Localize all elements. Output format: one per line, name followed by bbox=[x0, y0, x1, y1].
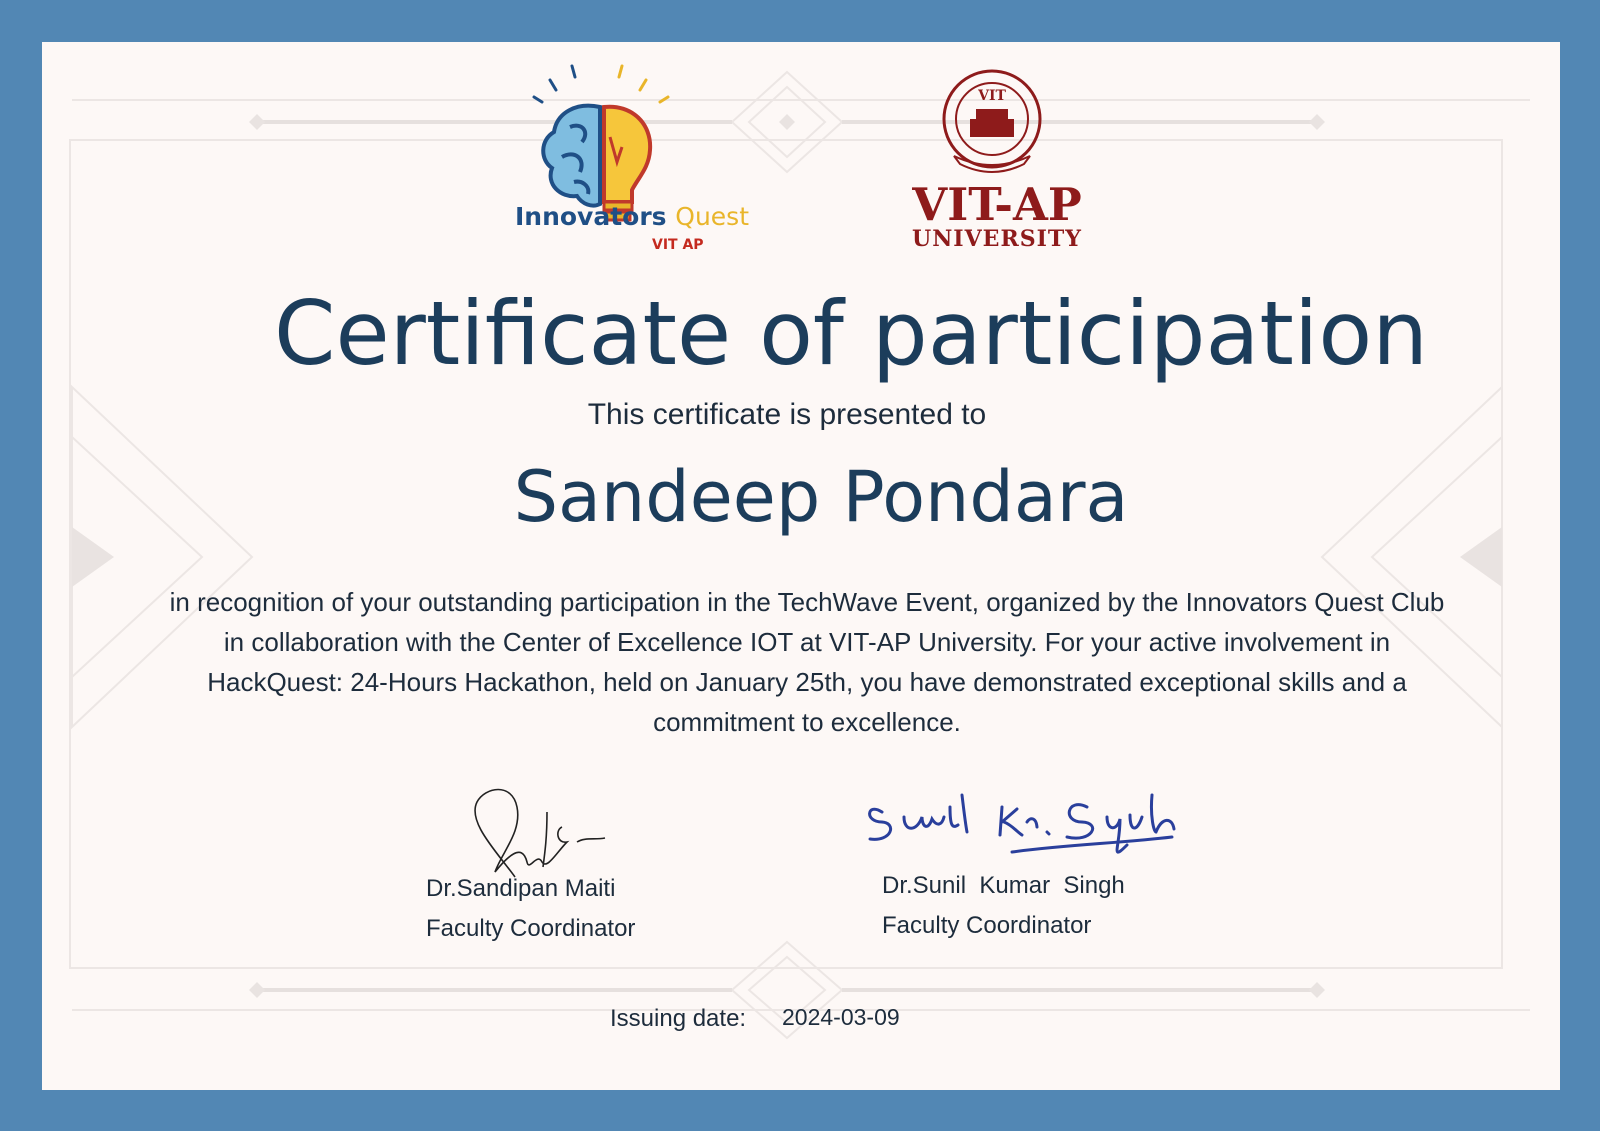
innovators-quest-sub: VIT AP bbox=[652, 237, 704, 253]
certificate-paper bbox=[42, 42, 1560, 1090]
signature-2 bbox=[862, 787, 1182, 877]
signatory-2-name: Dr.Sunil Kumar Singh bbox=[882, 872, 1125, 899]
vit-ap-university: UNIVERSITY bbox=[912, 226, 1082, 252]
signature-1 bbox=[467, 782, 607, 882]
presented-to-text: This certificate is presented to bbox=[587, 398, 987, 431]
vit-ap-name: VIT-AP bbox=[912, 178, 1082, 231]
decorative-border bbox=[42, 42, 1560, 1090]
recipient-name: Sandeep Pondara bbox=[513, 456, 1129, 538]
signatory-1-name: Dr.Sandipan Maiti bbox=[426, 875, 616, 902]
signatory-1-role: Faculty Coordinator bbox=[426, 915, 636, 942]
issue-date-label: Issuing date: bbox=[610, 1005, 747, 1032]
signatory-2-role: Faculty Coordinator bbox=[882, 912, 1092, 939]
issue-date-value: 2024-03-09 bbox=[782, 1004, 900, 1030]
certificate-title: Certificate of participation bbox=[274, 282, 1428, 385]
vit-seal-icon bbox=[932, 64, 1052, 184]
brain-bulb-icon bbox=[482, 62, 782, 302]
certificate-body: in recognition of your outstanding participation in the TechWave Event, organized by the Innovators Quest Club in collaboration with the Center of Excellence IOT at VIT-AP University. For your active involvement in HackQuest: 24-Hours Hackathon, held on January 25th, you have demonstrated exceptional skills and a commitment to excellence. bbox=[169, 587, 1445, 737]
svg-text:VIT: VIT bbox=[978, 88, 1006, 104]
innovators-quest-logo-text: Innovators Quest bbox=[514, 202, 750, 231]
